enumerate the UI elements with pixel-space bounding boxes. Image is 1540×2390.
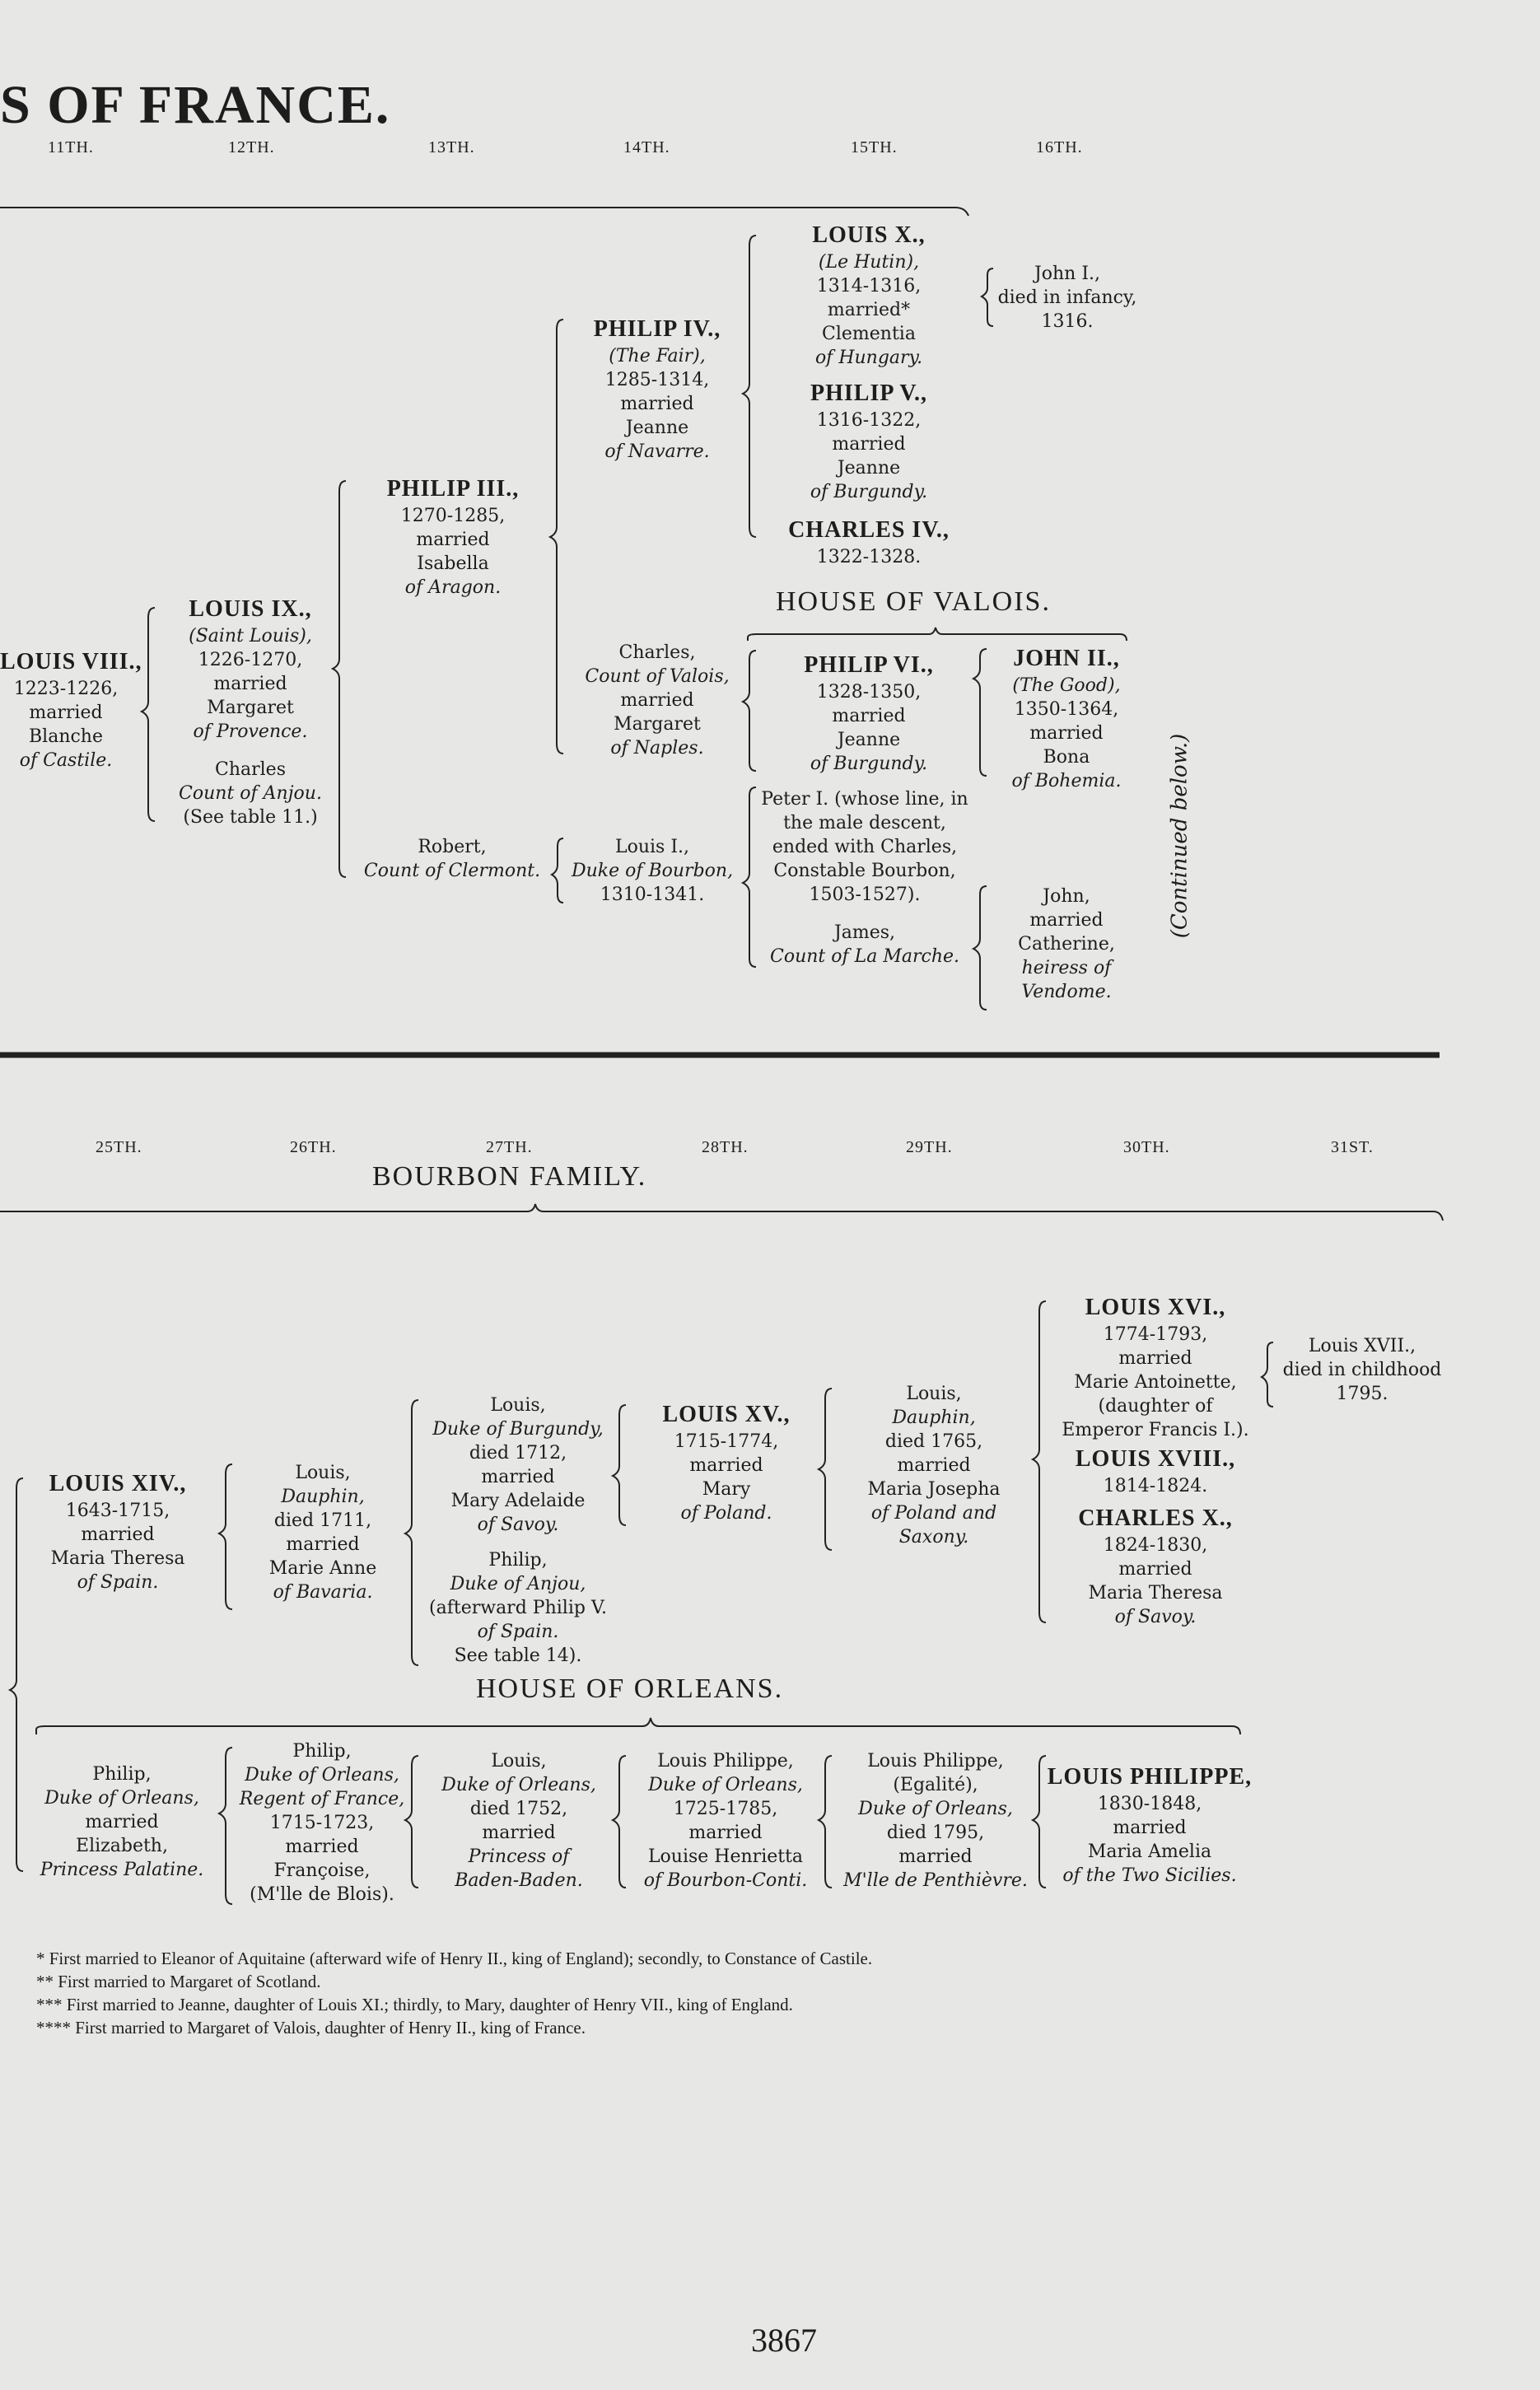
node-louis-philippe-king: LOUIS PHILIPPE, 1830-1848, married Maria Amelia of the Two Sicilies. [1043,1762,1257,1888]
page-number: 3867 [751,2322,817,2359]
gen-label-29: 29TH. [906,1138,953,1156]
gen-label-27: 27TH. [486,1138,533,1156]
node-philip-iv: PHILIP IV., (The Fair), 1285-1314, married Jeanne of Navarre. [568,315,746,464]
node-name: PHILIP III., [386,476,520,502]
node-louis-viii: LOUIS VIII., 1223-1226, married Blanche of Castile. [0,649,142,771]
house-of-valois-heading: HOUSE OF VALOIS. [776,586,1051,617]
house-of-orleans-heading: HOUSE OF ORLEANS. [476,1673,784,1704]
node-louis-ix: LOUIS IX., (Saint Louis), 1226-1270, married Margaret of Provence. [161,595,339,744]
node-philip-regent: Philip, Duke of Orleans, Regent of France, 1715-1723, married Françoise, (M'lle de Blois). [239,1741,405,1905]
gen-label-13: 13TH. [428,138,475,156]
node-name: LOUIS XVIII., [1075,1446,1236,1472]
node-louis-bourbon: Louis I., Duke of Bourbon, 1310-1341. [571,837,734,905]
node-louis-x: LOUIS X., (Le Hutin), 1314-1316, married* Clementia of Hungary. [774,221,964,370]
node-charles-anjou: Charles Count of Anjou. (See table 11.) [179,759,322,828]
footnote-3: *** First married to Jeanne, daughter of Louis XI.; thirdly, to Mary, daughter of Henry VII., king of England. [36,1995,793,2014]
gen-label-28: 28TH. [702,1138,749,1156]
footnote-1: * First married to Eleanor of Aquitaine (afterward wife of Henry II., king of England); secondly, to Constance of Castile. [36,1949,873,1968]
gen-label-25: 25TH. [96,1138,142,1156]
node-louis-orleans: Louis, Duke of Orleans, died 1752, married Princess of Baden-Baden. [441,1751,596,1891]
node-philip-iii: PHILIP III., 1270-1285, married Isabella of Aragon. [354,474,552,600]
node-louis-xviii: LOUIS XVIII., 1814-1824. [1044,1445,1267,1498]
node-louis-burgundy: Louis, Duke of Burgundy, died 1712, married Mary Adelaide of Savoy. [432,1395,604,1535]
node-name: LOUIS PHILIPPE, [1047,1764,1253,1790]
gen-label-16: 16TH. [1036,138,1083,156]
node-name: JOHN II., [1013,646,1120,671]
node-john-vendome: John, married Catherine, heiress of Vendome. [1018,886,1115,1002]
node-john-ii: JOHN II., (The Good), 1350-1364, married Bona of Bohemia. [988,644,1145,793]
gen-label-12: 12TH. [228,138,275,156]
bourbon-family-heading: BOURBON FAMILY. [372,1161,647,1192]
node-louis-xv: LOUIS XV., 1715-1774, married Mary of Poland. [631,1400,822,1525]
node-philip-v: PHILIP V., 1316-1322, married Jeanne of Burgundy. [774,379,964,504]
gen-label-15: 15TH. [851,138,898,156]
node-dauphin-louis-1765: Louis, Dauphin, died 1765, married Maria Josepha of Poland and Saxony. [867,1384,1001,1547]
node-name: LOUIS XIV., [49,1471,187,1496]
node-name: PHILIP IV., [593,316,721,342]
node-charles-iv: CHARLES IV., 1322-1328. [774,516,964,569]
node-louis-philippe-orleans: Louis Philippe, Duke of Orleans, 1725-1785, married Louise Henrietta of Bourbon-Conti. [643,1751,808,1891]
node-name: LOUIS IX., [189,596,312,622]
node-name: CHARLES X., [1078,1505,1233,1531]
page-title: S OF FRANCE. [0,75,391,135]
node-louis-philippe-egalite: Louis Philippe, (Egalité), Duke of Orleans, died 1795, married M'lle de Penthièvre. [843,1751,1028,1891]
gen-label-30: 30TH. [1123,1138,1170,1156]
gen-label-14: 14TH. [623,138,670,156]
node-louis-xvii: Louis XVII., died in childhood 1795. [1282,1336,1442,1404]
node-robert-clermont: Robert, Count of Clermont. [363,837,541,881]
node-dauphin-louis-1711: Louis, Dauphin, died 1711, married Marie Anne of Bavaria. [268,1463,377,1603]
node-name: LOUIS X., [812,222,926,248]
node-john-i: John I., died in infancy, 1316. [997,264,1137,332]
node-james-la-marche: James, Count of La Marche. [769,922,959,967]
node-charles-valois: Charles, Count of Valois, married Margaret of Naples. [585,642,730,759]
gen-label-31: 31ST. [1331,1138,1374,1156]
node-louis-xvi: LOUIS XVI., 1774-1793, married Marie Antoinette, (daughter of Emperor Francis I.). [1044,1293,1267,1442]
node-name: CHARLES IV., [788,517,950,543]
node-name: LOUIS XVI., [1085,1295,1226,1320]
gen-label-26: 26TH. [290,1138,337,1156]
footnote-4: **** First married to Margaret of Valois, daughter of Henry II., king of France. [36,2018,586,2038]
node-name: PHILIP V., [810,380,927,406]
node-peter-i: Peter I. (whose line, in the male descent, ended with Charles, Constable Bourbon, 1503-1527). [761,789,968,905]
node-charles-x: CHARLES X., 1824-1830, married Maria Theresa of Savoy. [1044,1504,1267,1629]
continued-below-note: (Continued below.) [1167,733,1192,939]
footnote-2: ** First married to Margaret of Scotland. [36,1972,321,1991]
node-louis-xiv: LOUIS XIV., 1643-1715, married Maria Theresa of Spain. [25,1469,211,1594]
node-philip-orleans: Philip, Duke of Orleans, married Elizabeth, Princess Palatine. [40,1764,204,1880]
node-philip-vi: PHILIP VI., 1328-1350, married Jeanne of Burgundy. [766,651,972,776]
node-name: LOUIS VIII., [0,649,142,675]
node-philip-anjou: Philip, Duke of Anjou, (afterward Philip V. of Spain. See table 14). [429,1550,607,1666]
node-name: PHILIP VI., [804,652,934,678]
gen-label-11: 11TH. [48,138,94,156]
node-name: LOUIS XV., [662,1402,791,1427]
